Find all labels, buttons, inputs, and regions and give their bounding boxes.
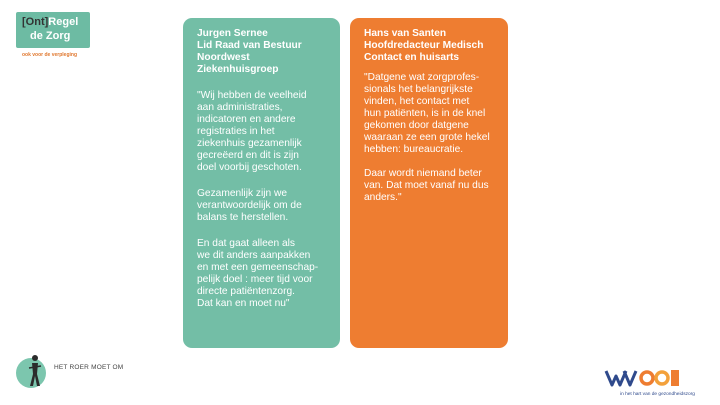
logo-line1: [22, 16, 78, 28]
logo-label: HET ROER MOET OM: [54, 364, 124, 371]
logo-tagline: ook voor de verpleging: [22, 52, 78, 58]
quote-paragraph: "Wij hebben de veelheid aan administraties, indicatoren en andere registraties in het ziekenhuis gezamenlijk gecreëerd en dit is zijn doel voorbij geschoten.: [197, 90, 307, 173]
logo-bracket-open: [: [22, 16, 26, 28]
vvaa-mark: [604, 368, 714, 391]
quote-card-van-santen: [350, 18, 508, 348]
vvaa-logo: [604, 368, 714, 398]
logo-box: [16, 12, 90, 48]
quote-paragraph: Daar wordt niemand beter van. Dat moet vanaf nu dus anders.": [364, 168, 489, 203]
quote-paragraph: "Datgene wat zorgprofes- sionals het belangrijkste vinden, het contact met hun patiënten, is in de knel gekomen door datgene waaraan ze een grote hekel hebben: bureaucratie.: [364, 72, 490, 155]
quote-card-sernee: [183, 18, 340, 348]
logo-part1: Ont: [25, 16, 45, 28]
logo-line2: de Zorg: [30, 30, 71, 42]
logo-part2: Regel: [48, 16, 79, 28]
quote-paragraph: Gezamenlijk zijn we verantwoordelijk om de balans te herstellen.: [197, 188, 302, 223]
card-header: Jurgen Sernee Lid Raad van Bestuur Noordwest Ziekenhuisgroep: [197, 28, 302, 75]
het-roer-moet-om-logo: [14, 354, 134, 394]
card-header: Hans van Santen Hoofdredacteur Medisch Contact en huisarts: [364, 28, 484, 63]
quote-paragraph: En dat gaat alleen als we dit anders aanpakken en met een gemeenschap- pelijk doel : meer tijd voor directe patiëntenzorg. Dat kan en moet nu": [197, 238, 319, 309]
vvaa-wordmark-icon: [604, 368, 704, 388]
vvaa-tagline: in het hart van de gezondheidszorg: [620, 392, 695, 397]
person-icon: [26, 354, 44, 390]
ontregel-de-zorg-logo: [16, 12, 92, 58]
logo-bracket-close: ]: [44, 16, 49, 28]
